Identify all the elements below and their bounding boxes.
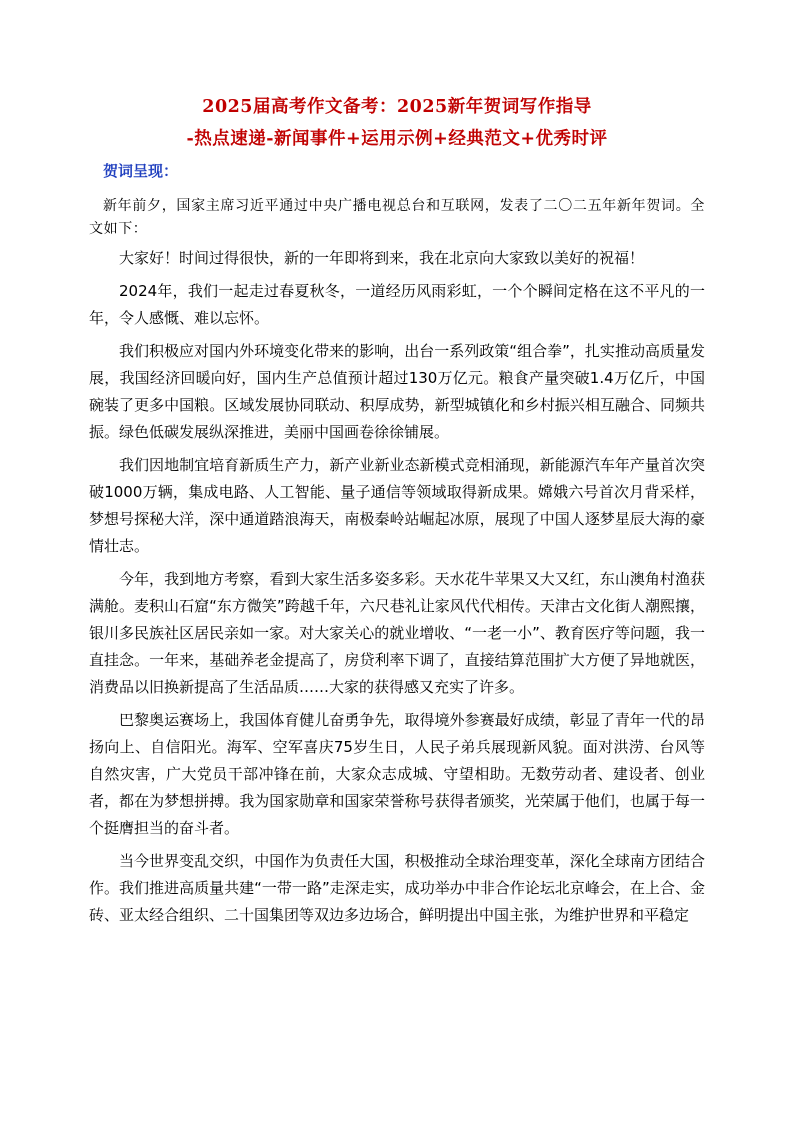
- intro-paragraph: 新年前夕，国家主席习近平通过中央广播电视总台和互联网，发表了二〇二五年新年贺词。全文如下：: [89, 198, 705, 237]
- document-title: 2025届高考作文备考：2025新年贺词写作指导: [202, 97, 592, 117]
- document-subtitle: -热点速递-新闻事件+运用示例+经典范文+优秀时评: [186, 129, 608, 149]
- body-paragraph: 2024年，我们一起走过春夏秋冬，一道经历风雨彩虹，一个个瞬间定格在这不平凡的一年，令人感慨、难以忘怀。: [89, 282, 705, 327]
- body-paragraph: 大家好！时间过得很快，新的一年即将到来，我在北京向大家致以美好的祝福！: [119, 249, 645, 267]
- body-paragraph: 我们积极应对国内外环境变化带来的影响，出台一系列政策“组合拳”，扎实推动高质量发展，我国经济回暖向好，国内生产总值预计超过130万亿元。粮食产量突破1.4万亿斤，中国碗装了更多中国粮。区域发展协同联动、积厚成势，新型城镇化和乡村振兴相互融合、同频共振。绿色低碳发展纵深推进，美丽中国画卷徐徐铺展。: [89, 342, 705, 441]
- body-paragraph: 巴黎奥运赛场上，我国体育健儿奋勇争先，取得境外参赛最好成绩，彰显了青年一代的昂扬向上、自信阳光。海军、空军喜庆75岁生日，人民子弟兵展现新风貌。面对洪涝、台风等自然灾害，广大党员干部冲锋在前，大家众志成城、守望相助。无数劳动者、建设者、创业者，都在为梦想拼搏。我为国家勋章和国家荣誉称号获得者颁奖，光荣属于他们，也属于每一个挺膺担当的奋斗者。: [89, 711, 705, 837]
- body-paragraph: 今年，我到地方考察，看到大家生活多姿多彩。天水花牛苹果又大又红，东山澳角村渔获满舱。麦积山石窟“东方微笑”跨越千年，六尺巷礼让家风代代相传。天津古文化街人潮熙攘，银川多民族社区居民亲如一家。对大家关心的就业增收、“一老一小”、教育医疗等问题，我一直挂念。一年来，基础养老金提高了，房贷利率下调了，直接结算范围扩大方便了异地就医，消费品以旧换新提高了生活品质……大家的获得感又充实了许多。: [89, 570, 705, 696]
- section-heading: 贺词呈现：: [103, 162, 179, 180]
- body-paragraph: 我们因地制宜培育新质生产力，新产业新业态新模式竞相涌现，新能源汽车年产量首次突破1000万辆，集成电路、人工智能、量子通信等领域取得新成果。嫦娥六号首次月背采样，梦想号探秘大洋，深中通道踏浪海天，南极秦岭站崛起冰原，展现了中国人逐梦星辰大海的豪情壮志。: [89, 456, 705, 555]
- body-paragraph: 当今世界变乱交织，中国作为负责任大国，积极推动全球治理变革，深化全球南方团结合作。我们推进高质量共建“一带一路”走深走实，成功举办中非合作论坛北京峰会，在上合、金砖、亚太经合组织、二十国集团等双边多边场合，鲜明提出中国主张，为维护世界和平稳定: [89, 852, 705, 924]
